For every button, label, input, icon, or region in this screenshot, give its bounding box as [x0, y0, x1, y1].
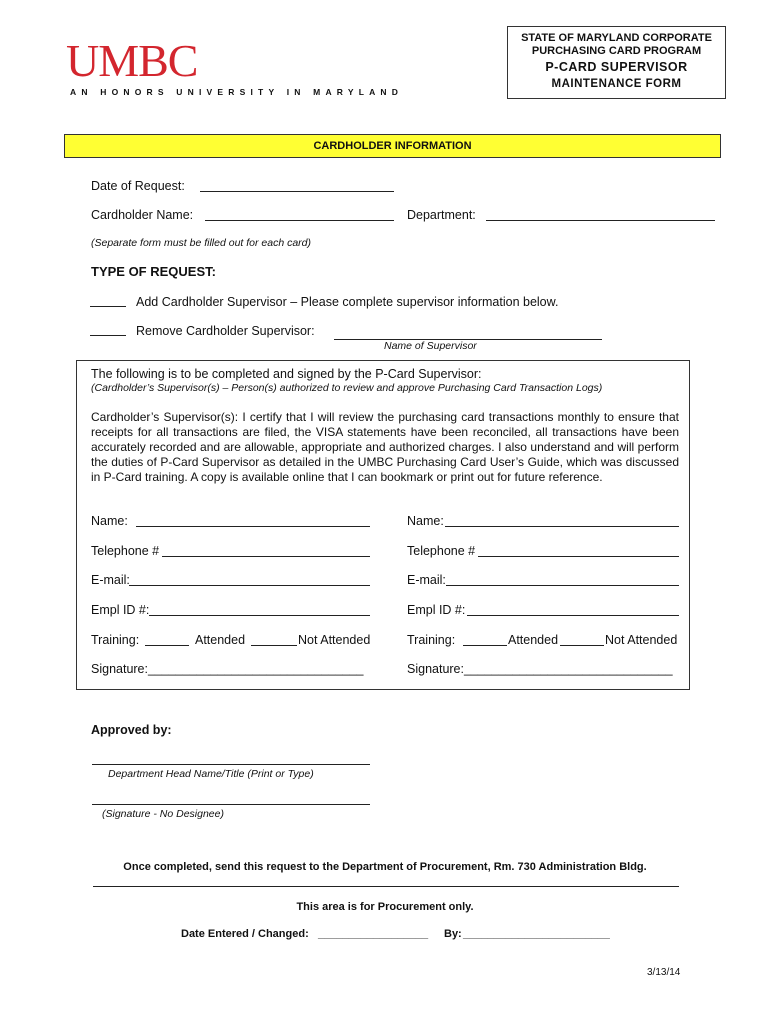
supervisor1-attended-checkbox[interactable]	[145, 645, 189, 646]
procurement-only-note: This area is for Procurement only.	[296, 901, 474, 913]
supervisor2-signature-label: Signature:	[407, 662, 464, 676]
supervisor1-signature-field[interactable]: _______________________________	[148, 662, 364, 676]
supervisor1-name-label: Name:	[91, 514, 128, 528]
supervisor-intro-note: (Cardholder’s Supervisor(s) – Person(s) authorized to review and approve Purchasing Card Transaction Logs)	[91, 382, 603, 394]
supervisor2-email-field[interactable]	[446, 585, 679, 586]
send-instruction: Once completed, send this request to the Department of Procurement, Rm. 730 Administration Bldg.	[123, 861, 647, 873]
department-label: Department:	[407, 208, 476, 222]
form-title-line1: STATE OF MARYLAND CORPORATE	[521, 32, 712, 44]
separate-form-note: (Separate form must be filled out for each card)	[91, 237, 312, 249]
supervisor2-telephone-field[interactable]	[478, 556, 679, 557]
supervisor2-emplid-label: Empl ID #:	[407, 603, 466, 617]
supervisor-intro: The following is to be completed and signed by the P-Card Supervisor:	[91, 367, 482, 381]
supervisor2-attended-checkbox[interactable]	[463, 645, 507, 646]
add-supervisor-checkbox[interactable]	[90, 306, 126, 307]
supervisor1-email-field[interactable]	[129, 585, 370, 586]
supervisor2-not-attended-checkbox[interactable]	[560, 645, 604, 646]
supervisor2-name-field[interactable]	[445, 526, 679, 527]
add-supervisor-label: Add Cardholder Supervisor – Please complete supervisor information below.	[136, 295, 559, 309]
date-of-request-label: Date of Request:	[91, 179, 185, 193]
signature-caption: (Signature - No Designee)	[102, 808, 224, 820]
by-field[interactable]: ________________________	[463, 928, 610, 940]
supervisor2-name-label: Name:	[407, 514, 444, 528]
supervisor1-not-attended-checkbox[interactable]	[251, 645, 297, 646]
supervisor2-email-label: E-mail:	[407, 573, 446, 587]
dept-head-caption: Department Head Name/Title (Print or Type)	[108, 768, 314, 780]
cardholder-info-banner: CARDHOLDER INFORMATION	[64, 134, 721, 158]
form-title-box	[507, 26, 726, 99]
supervisor1-attended-label: Attended	[195, 633, 246, 647]
supervisor1-training-label: Training:	[91, 633, 140, 647]
footer-divider	[93, 886, 679, 887]
version-date: 3/13/14	[647, 967, 681, 978]
by-label: By:	[444, 928, 462, 940]
supervisor1-signature-label: Signature:	[91, 662, 148, 676]
dept-head-name-field[interactable]	[92, 764, 370, 765]
cardholder-name-label: Cardholder Name:	[91, 208, 194, 222]
dept-head-signature-field[interactable]	[92, 804, 370, 805]
supervisor1-email-label: E-mail:	[91, 573, 130, 587]
form-title-line3: P-CARD SUPERVISOR	[545, 60, 688, 74]
supervisor2-telephone-label: Telephone #	[407, 544, 476, 558]
date-of-request-field[interactable]	[200, 191, 394, 192]
supervisor2-signature-field[interactable]: ______________________________	[464, 662, 673, 676]
supervisor1-emplid-field[interactable]	[149, 615, 370, 616]
approved-by-heading: Approved by:	[91, 723, 172, 737]
supervisor2-training-label: Training:	[407, 633, 456, 647]
form-title-line2: PURCHASING CARD PROGRAM	[531, 45, 702, 57]
remove-supervisor-checkbox[interactable]	[90, 335, 126, 336]
remove-supervisor-label: Remove Cardholder Supervisor:	[136, 324, 315, 338]
logo-tagline: AN HONORS UNIVERSITY IN MARYLAND	[70, 87, 404, 97]
supervisor1-name-field[interactable]	[136, 526, 370, 527]
supervisor-name-caption: Name of Supervisor	[384, 340, 477, 352]
certification-text: Cardholder’s Supervisor(s): I certify that I will review the purchasing card transactions monthly to ensure that receipts for all transactions are filed, the VISA statements have been reconciled, all transactions have been accurately recorded and are allowable, appropriate and authorized charges. I also understand and will perform the duties of P-Card Supervisor as detailed in the UMBC Purchasing Card User’s Guide, which was discussed in P-Card training. A copy is available online that I can bookmark or print out for future reference.	[91, 410, 679, 484]
form-title-line4: MAINTENANCE FORM	[551, 78, 682, 90]
supervisor1-emplid-label: Empl ID #:	[91, 603, 150, 617]
supervisor2-emplid-field[interactable]	[467, 615, 679, 616]
date-entered-field[interactable]: __________________	[318, 928, 429, 940]
umbc-logo: UMBC	[66, 35, 198, 86]
type-of-request-heading: TYPE OF REQUEST:	[91, 264, 216, 279]
supervisor1-telephone-field[interactable]	[162, 556, 370, 557]
supervisor2-attended-label: Attended	[508, 633, 559, 647]
supervisor1-telephone-label: Telephone #	[91, 544, 160, 558]
department-field[interactable]	[486, 220, 715, 221]
date-entered-label: Date Entered / Changed:	[181, 928, 309, 940]
supervisor2-not-attended-label: Not Attended	[605, 633, 678, 647]
supervisor1-not-attended-label: Not Attended	[298, 633, 371, 647]
cardholder-name-field[interactable]	[205, 220, 394, 221]
